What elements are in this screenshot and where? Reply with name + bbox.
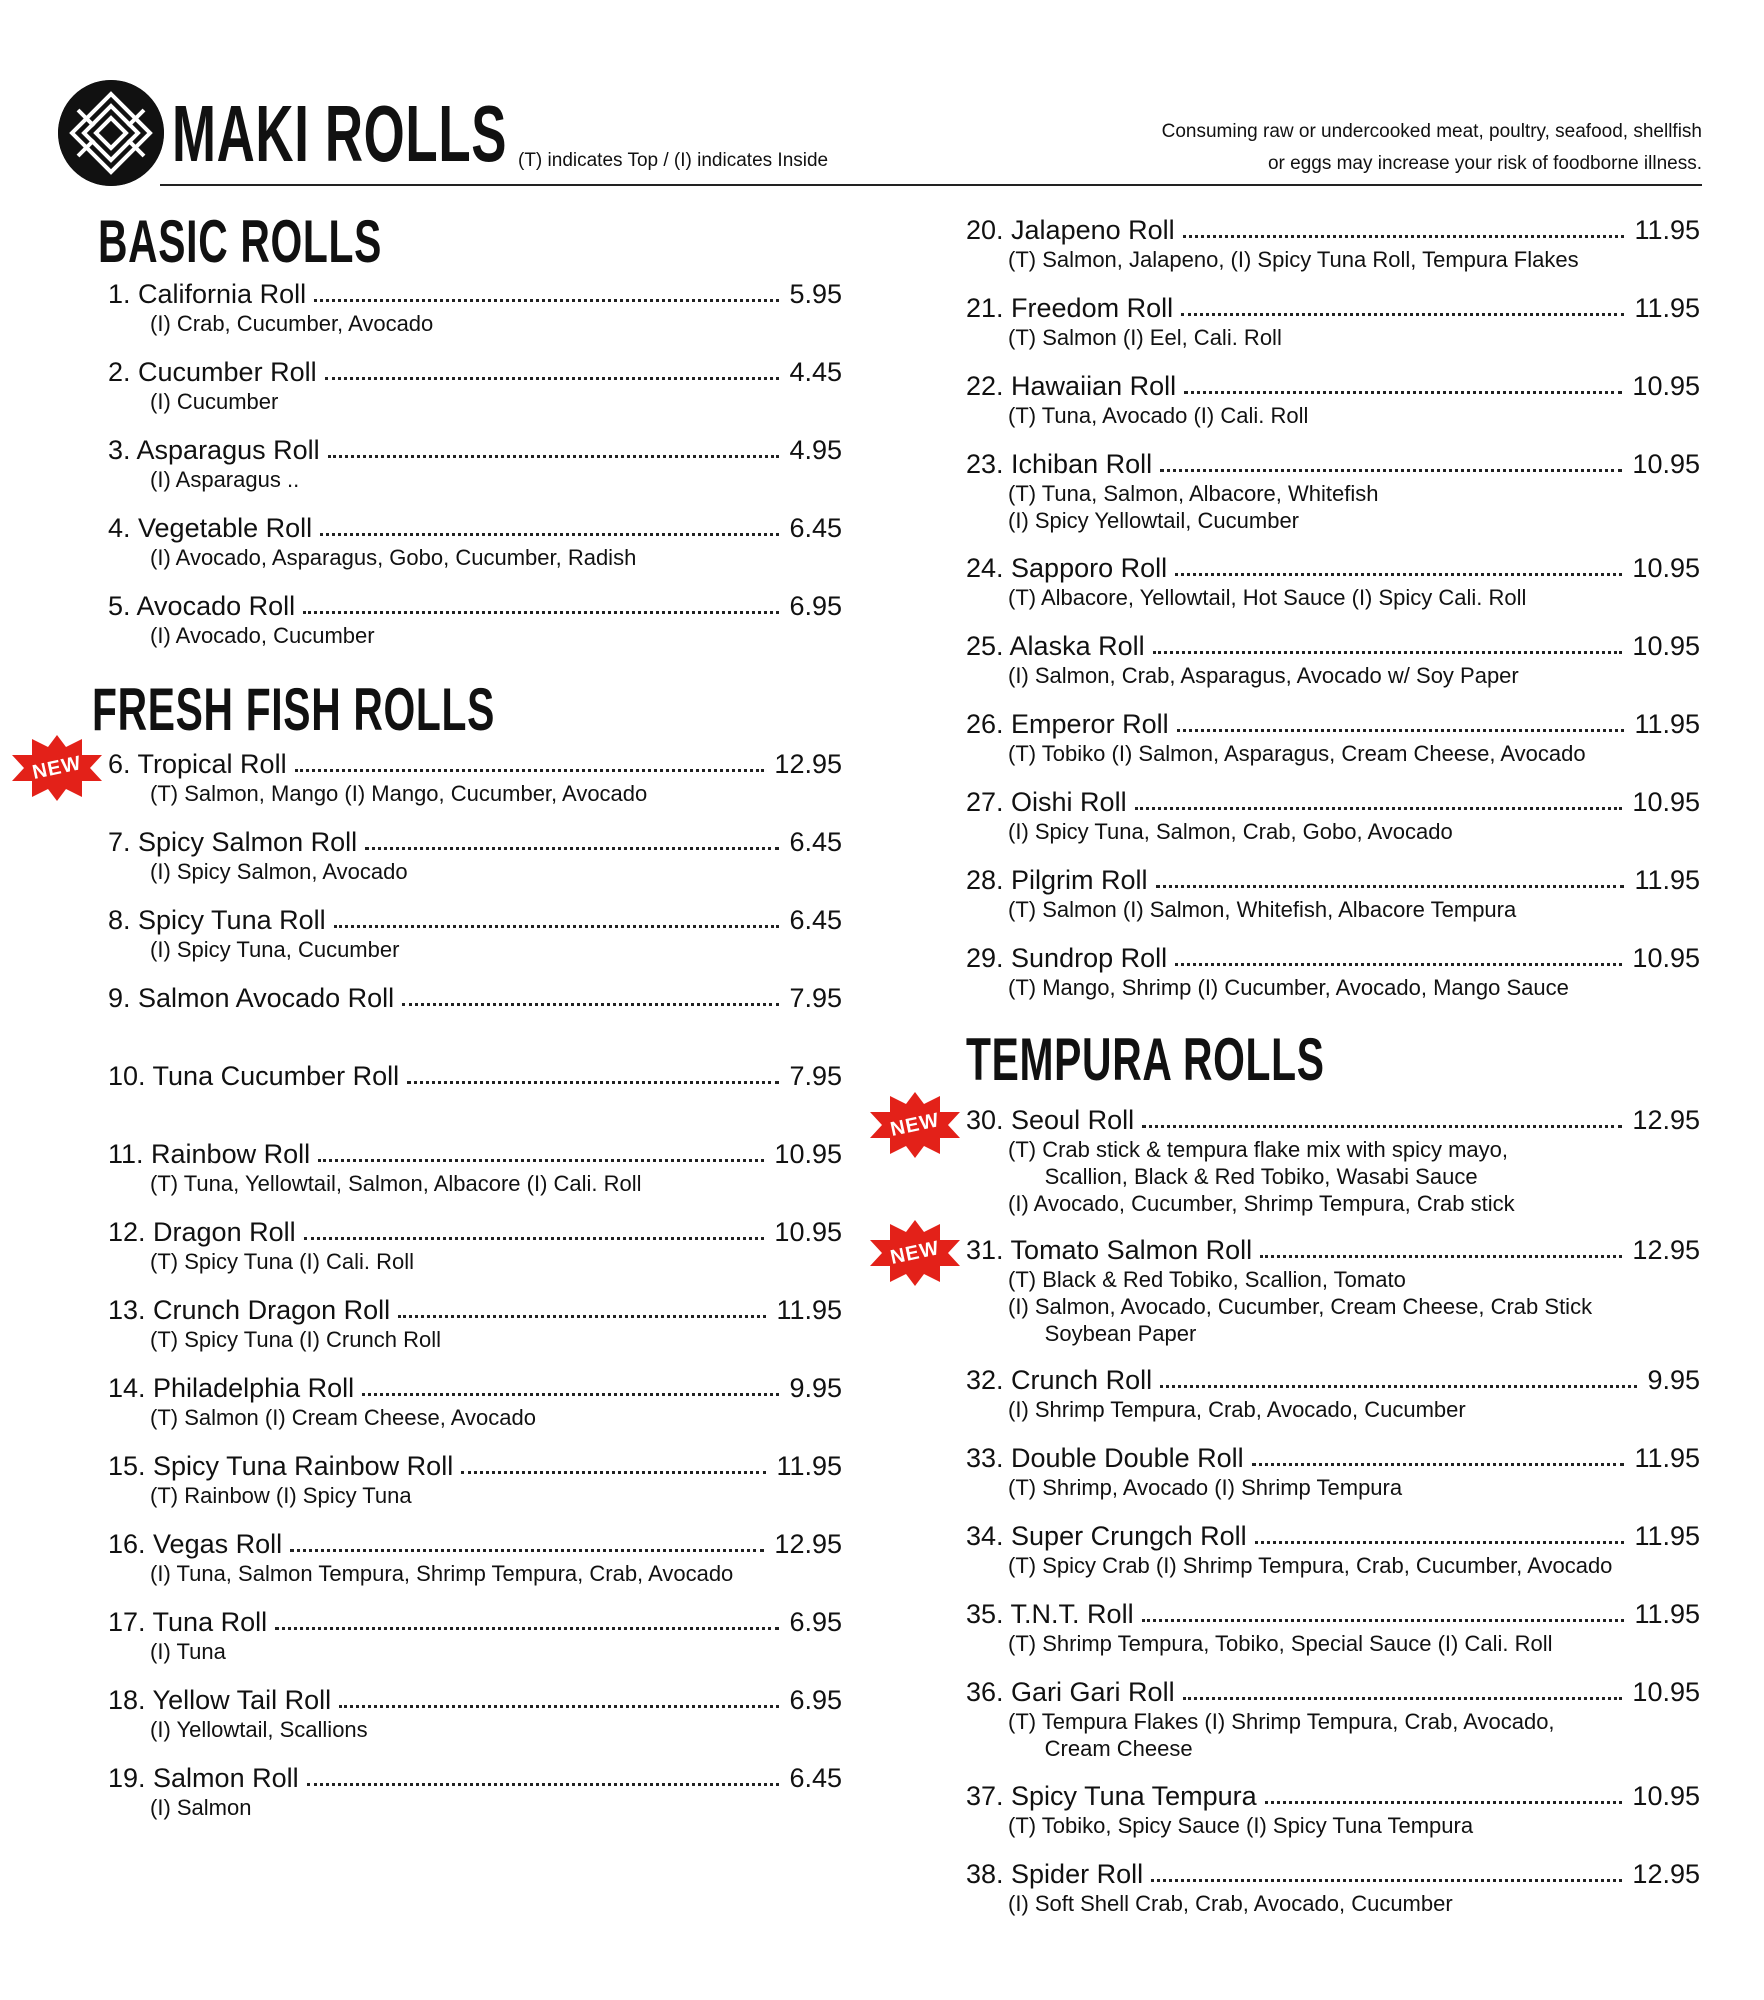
- menu-item: [966, 1104, 1700, 1217]
- menu-item: [108, 748, 842, 807]
- item-description: (T) Tempura Flakes (I) Shrimp Tempura, Crab, Avocado,: [1008, 1709, 1555, 1734]
- header-divider: [160, 184, 1702, 186]
- item-description: (T) Salmon, Jalapeno, (I) Spicy Tuna Roll, Tempura Flakes: [1008, 247, 1579, 272]
- menu-item: [108, 512, 842, 571]
- dot-leader: [307, 1783, 780, 1786]
- menu-item: [108, 278, 842, 337]
- menu-item: [108, 1606, 842, 1665]
- menu-item: [966, 552, 1700, 611]
- item-description: (I) Shrimp Tempura, Crab, Avocado, Cucumber: [1008, 1397, 1466, 1422]
- menu-item: [108, 1138, 842, 1197]
- menu-item: [108, 1684, 842, 1743]
- menu-item: [966, 1520, 1700, 1579]
- dot-leader: [1183, 1697, 1623, 1700]
- menu-item: [108, 1216, 842, 1275]
- item-description: Scallion, Black & Red Tobiko, Wasabi Sauce: [1008, 1164, 1478, 1189]
- item-name: 27. Oishi Roll: [966, 787, 1127, 817]
- item-description: (T) Tuna, Yellowtail, Salmon, Albacore (I) Cali. Roll: [150, 1171, 642, 1196]
- item-name: 25. Alaska Roll: [966, 631, 1145, 661]
- item-price: 10.95: [1632, 1677, 1700, 1707]
- item-description: (I) Crab, Cucumber, Avocado: [150, 311, 434, 336]
- item-description: (T) Tuna, Salmon, Albacore, Whitefish: [1008, 481, 1379, 506]
- dot-leader: [365, 847, 779, 850]
- health-warning-line-2: or eggs may increase your risk of foodborne illness.: [1267, 153, 1702, 174]
- item-description: (T) Salmon (I) Eel, Cali. Roll: [1008, 325, 1282, 350]
- item-description: (I) Yellowtail, Scallions: [150, 1717, 368, 1742]
- item-price: 7.95: [789, 1061, 842, 1091]
- section-title-fresh-fish-rolls: FRESH FISH ROLLS: [92, 676, 496, 743]
- item-price: 4.45: [789, 357, 842, 387]
- dot-leader: [314, 299, 779, 302]
- item-name: 15. Spicy Tuna Rainbow Roll: [108, 1451, 454, 1481]
- dot-leader: [1175, 573, 1622, 576]
- new-badge: [868, 1218, 962, 1288]
- dot-leader: [304, 1237, 765, 1240]
- menu-item: [108, 1060, 842, 1092]
- menu-item: [966, 630, 1700, 689]
- item-name: 6. Tropical Roll: [108, 749, 287, 779]
- item-price: 12.95: [774, 749, 842, 779]
- menu-item: [108, 982, 842, 1014]
- menu-item: [966, 1598, 1700, 1657]
- item-price: 11.95: [776, 1295, 842, 1325]
- item-name: 34. Super Crungch Roll: [966, 1521, 1247, 1551]
- dot-leader: [1183, 235, 1625, 238]
- item-name: 33. Double Double Roll: [966, 1443, 1244, 1473]
- dot-leader: [1160, 1385, 1637, 1388]
- dot-leader: [290, 1549, 764, 1552]
- item-price: 6.45: [789, 1763, 842, 1793]
- dot-leader: [1255, 1541, 1625, 1544]
- dot-leader: [1142, 1125, 1622, 1128]
- item-price: 11.95: [1634, 865, 1700, 895]
- item-price: 11.95: [1634, 215, 1700, 245]
- item-name: 4. Vegetable Roll: [108, 513, 313, 543]
- menu-item: [966, 1858, 1700, 1917]
- item-name: 17. Tuna Roll: [108, 1607, 268, 1637]
- item-description: (T) Mango, Shrimp (I) Cucumber, Avocado, Mango Sauce: [1008, 975, 1569, 1000]
- dot-leader: [407, 1081, 779, 1084]
- item-name: 10. Tuna Cucumber Roll: [108, 1061, 400, 1091]
- item-price: 12.95: [1632, 1859, 1700, 1889]
- item-name: 13. Crunch Dragon Roll: [108, 1295, 391, 1325]
- item-price: 12.95: [1632, 1105, 1700, 1135]
- item-price: 12.95: [774, 1529, 842, 1559]
- item-price: 11.95: [1634, 293, 1700, 323]
- item-description: (T) Crab stick & tempura flake mix with spicy mayo,: [1008, 1137, 1509, 1162]
- menu-item: [108, 826, 842, 885]
- dot-leader: [1265, 1801, 1623, 1804]
- health-warning: [1062, 116, 1702, 180]
- item-name: 19. Salmon Roll: [108, 1763, 299, 1793]
- item-name: 35. T.N.T. Roll: [966, 1599, 1134, 1629]
- restaurant-logo: [58, 80, 164, 186]
- menu-item: [966, 1676, 1700, 1762]
- item-price: 10.95: [1632, 1781, 1700, 1811]
- item-description: (T) Spicy Crab (I) Shrimp Tempura, Crab, Cucumber, Avocado: [1008, 1553, 1613, 1578]
- dot-leader: [1175, 963, 1622, 966]
- section-title-tempura-rolls: TEMPURA ROLLS: [966, 1026, 1325, 1093]
- item-price: 6.45: [789, 905, 842, 935]
- item-description: (I) Salmon: [150, 1795, 252, 1820]
- item-description: (I) Salmon, Crab, Asparagus, Avocado w/ Soy Paper: [1008, 663, 1519, 688]
- menu-item: [966, 448, 1700, 534]
- dot-leader: [402, 1003, 779, 1006]
- item-price: 6.45: [789, 513, 842, 543]
- item-description: (I) Avocado, Asparagus, Gobo, Cucumber, Radish: [150, 545, 637, 570]
- item-name: 18. Yellow Tail Roll: [108, 1685, 332, 1715]
- item-name: 37. Spicy Tuna Tempura: [966, 1781, 1257, 1811]
- dot-leader: [1181, 313, 1624, 316]
- menu-item: [108, 1528, 842, 1587]
- item-price: 6.95: [789, 591, 842, 621]
- menu-item: [966, 1364, 1700, 1423]
- item-price: 5.95: [789, 279, 842, 309]
- dot-leader: [325, 377, 780, 380]
- menu-item: [108, 590, 842, 649]
- menu-item: [108, 1450, 842, 1509]
- menu-item: [966, 292, 1700, 351]
- item-description: Cream Cheese: [1008, 1736, 1193, 1761]
- item-price: 10.95: [1632, 943, 1700, 973]
- item-price: 10.95: [1632, 553, 1700, 583]
- item-name: 22. Hawaiian Roll: [966, 371, 1177, 401]
- item-name: 26. Emperor Roll: [966, 709, 1169, 739]
- dot-leader: [1156, 885, 1625, 888]
- item-name: 2. Cucumber Roll: [108, 357, 317, 387]
- dot-leader: [1177, 729, 1625, 732]
- item-description: (I) Salmon, Avocado, Cucumber, Cream Cheese, Crab Stick: [1008, 1294, 1593, 1319]
- new-badge-label: NEW: [30, 751, 84, 784]
- dot-leader: [275, 1627, 779, 1630]
- item-name: 30. Seoul Roll: [966, 1105, 1135, 1135]
- menu-item: [108, 434, 842, 493]
- item-price: 12.95: [1632, 1235, 1700, 1265]
- item-price: 11.95: [1634, 1599, 1700, 1629]
- dot-leader: [320, 533, 779, 536]
- item-price: 9.95: [1647, 1365, 1700, 1395]
- item-description: (I) Spicy Tuna, Cucumber: [150, 937, 400, 962]
- item-name: 14. Philadelphia Roll: [108, 1373, 355, 1403]
- menu-item: [966, 708, 1700, 767]
- dot-leader: [318, 1159, 764, 1162]
- dot-leader: [1142, 1619, 1625, 1622]
- item-price: 10.95: [1632, 449, 1700, 479]
- item-description: (I) Spicy Yellowtail, Cucumber: [1008, 508, 1300, 533]
- menu-item: [108, 356, 842, 415]
- new-badge-label: NEW: [888, 1108, 942, 1141]
- dot-leader: [295, 769, 765, 772]
- item-description: (I) Spicy Salmon, Avocado: [150, 859, 408, 884]
- item-description: (I) Soft Shell Crab, Crab, Avocado, Cucumber: [1008, 1891, 1453, 1916]
- item-name: 28. Pilgrim Roll: [966, 865, 1148, 895]
- item-description: (T) Rainbow (I) Spicy Tuna: [150, 1483, 412, 1508]
- item-name: 16. Vegas Roll: [108, 1529, 283, 1559]
- item-price: 9.95: [789, 1373, 842, 1403]
- item-description: (T) Shrimp Tempura, Tobiko, Special Sauce (I) Cali. Roll: [1008, 1631, 1553, 1656]
- item-description: (I) Spicy Tuna, Salmon, Crab, Gobo, Avocado: [1008, 819, 1453, 844]
- dot-leader: [1151, 1879, 1622, 1882]
- menu-item: [966, 1780, 1700, 1839]
- item-name: 5. Avocado Roll: [108, 591, 296, 621]
- menu-item: [966, 214, 1700, 273]
- item-price: 6.95: [789, 1685, 842, 1715]
- item-price: 10.95: [774, 1217, 842, 1247]
- dot-leader: [1252, 1463, 1625, 1466]
- menu-item: [966, 370, 1700, 429]
- menu-item: [966, 786, 1700, 845]
- item-description: (T) Salmon (I) Cream Cheese, Avocado: [150, 1405, 536, 1430]
- item-description: (T) Salmon, Mango (I) Mango, Cucumber, Avocado: [150, 781, 648, 806]
- health-warning-line-1: Consuming raw or undercooked meat, poultry, seafood, shellfish: [1161, 121, 1702, 142]
- item-name: 24. Sapporo Roll: [966, 553, 1168, 583]
- menu-item: [108, 1372, 842, 1431]
- item-name: 32. Crunch Roll: [966, 1365, 1153, 1395]
- item-description: (T) Albacore, Yellowtail, Hot Sauce (I) Spicy Cali. Roll: [1008, 585, 1527, 610]
- item-price: 10.95: [1632, 631, 1700, 661]
- item-description: (T) Spicy Tuna (I) Cali. Roll: [150, 1249, 415, 1274]
- item-name: 23. Ichiban Roll: [966, 449, 1153, 479]
- item-name: 29. Sundrop Roll: [966, 943, 1168, 973]
- new-badge: [10, 733, 104, 803]
- item-description: (I) Tuna, Salmon Tempura, Shrimp Tempura, Crab, Avocado: [150, 1561, 734, 1586]
- dot-leader: [1135, 807, 1623, 810]
- dot-leader: [362, 1393, 779, 1396]
- item-name: 31. Tomato Salmon Roll: [966, 1235, 1253, 1265]
- page-title: MAKI ROLLS: [172, 89, 508, 178]
- item-name: 38. Spider Roll: [966, 1859, 1144, 1889]
- dot-leader: [1184, 391, 1622, 394]
- item-description: (I) Avocado, Cucumber, Shrimp Tempura, Crab stick: [1008, 1191, 1515, 1216]
- item-description: (T) Tuna, Avocado (I) Cali. Roll: [1008, 403, 1309, 428]
- dot-leader: [398, 1315, 766, 1318]
- dot-leader: [339, 1705, 779, 1708]
- dot-leader: [1153, 651, 1623, 654]
- item-price: 6.95: [789, 1607, 842, 1637]
- item-description: (T) Spicy Tuna (I) Crunch Roll: [150, 1327, 441, 1352]
- item-name: 20. Jalapeno Roll: [966, 215, 1175, 245]
- item-name: 21. Freedom Roll: [966, 293, 1174, 323]
- item-description: (T) Salmon (I) Salmon, Whitefish, Albacore Tempura: [1008, 897, 1517, 922]
- item-price: 11.95: [1634, 709, 1700, 739]
- item-description: (I) Cucumber: [150, 389, 279, 414]
- item-name: 3. Asparagus Roll: [108, 435, 320, 465]
- item-description: (T) Black & Red Tobiko, Scallion, Tomato: [1008, 1267, 1406, 1292]
- item-name: 8. Spicy Tuna Roll: [108, 905, 326, 935]
- item-description: (T) Shrimp, Avocado (I) Shrimp Tempura: [1008, 1475, 1403, 1500]
- item-price: 10.95: [774, 1139, 842, 1169]
- item-price: 7.95: [789, 983, 842, 1013]
- menu-item: [108, 1294, 842, 1353]
- new-badge-label: NEW: [888, 1236, 942, 1269]
- item-description: (T) Tobiko, Spicy Sauce (I) Spicy Tuna Tempura: [1008, 1813, 1474, 1838]
- menu-item: [966, 1442, 1700, 1501]
- new-badge: [868, 1090, 962, 1160]
- dot-leader: [1160, 469, 1622, 472]
- dot-leader: [1260, 1255, 1622, 1258]
- item-name: 1. California Roll: [108, 279, 307, 309]
- menu-item: [966, 864, 1700, 923]
- item-name: 36. Gari Gari Roll: [966, 1677, 1175, 1707]
- menu-item: [108, 904, 842, 963]
- item-price: 11.95: [776, 1451, 842, 1481]
- top-inside-legend: (T) indicates Top / (I) indicates Inside: [518, 150, 829, 171]
- section-title-basic-rolls: BASIC ROLLS: [98, 208, 383, 275]
- item-description: (I) Tuna: [150, 1639, 226, 1664]
- item-price: 6.45: [789, 827, 842, 857]
- item-name: 12. Dragon Roll: [108, 1217, 296, 1247]
- item-price: 10.95: [1632, 371, 1700, 401]
- item-price: 10.95: [1632, 787, 1700, 817]
- dot-leader: [461, 1471, 766, 1474]
- menu-item: [108, 1762, 842, 1821]
- menu-item: [966, 942, 1700, 1001]
- menu-item: [966, 1234, 1700, 1347]
- item-description: Soybean Paper: [1008, 1321, 1197, 1346]
- item-price: 4.95: [789, 435, 842, 465]
- item-description: (I) Asparagus ..: [150, 467, 300, 492]
- item-price: 11.95: [1634, 1443, 1700, 1473]
- item-name: 9. Salmon Avocado Roll: [108, 983, 395, 1013]
- item-description: (T) Tobiko (I) Salmon, Asparagus, Cream Cheese, Avocado: [1008, 741, 1586, 766]
- item-price: 11.95: [1634, 1521, 1700, 1551]
- item-description: (I) Avocado, Cucumber: [150, 623, 375, 648]
- dot-leader: [328, 455, 780, 458]
- item-name: 7. Spicy Salmon Roll: [108, 827, 358, 857]
- dot-leader: [334, 925, 780, 928]
- dot-leader: [303, 611, 779, 614]
- item-name: 11. Rainbow Roll: [108, 1139, 311, 1169]
